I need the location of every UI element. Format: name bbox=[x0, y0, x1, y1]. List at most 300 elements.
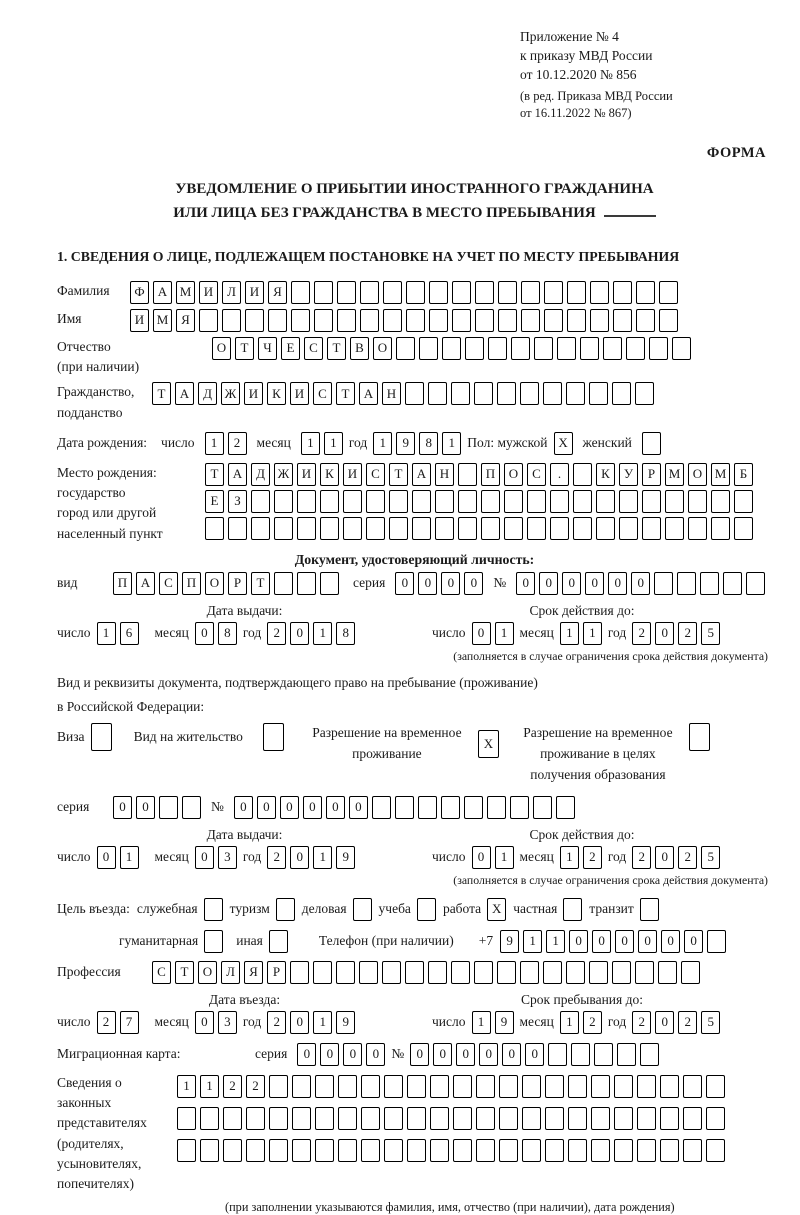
form-cell[interactable]: 3 bbox=[218, 846, 237, 869]
form-cell[interactable] bbox=[613, 309, 632, 332]
form-cell[interactable] bbox=[406, 281, 425, 304]
form-cell[interactable] bbox=[452, 281, 471, 304]
form-cell[interactable]: 1 bbox=[301, 432, 320, 455]
form-cell[interactable] bbox=[406, 309, 425, 332]
form-cell[interactable] bbox=[683, 1107, 702, 1130]
form-cell[interactable]: Ч bbox=[258, 337, 277, 360]
form-cell[interactable] bbox=[291, 309, 310, 332]
form-cell[interactable]: 2 bbox=[678, 1011, 697, 1034]
form-cell[interactable] bbox=[292, 1139, 311, 1162]
form-cell[interactable]: Н bbox=[382, 382, 401, 405]
form-cell[interactable] bbox=[635, 382, 654, 405]
form-cell[interactable]: П bbox=[113, 572, 132, 595]
form-cell[interactable]: Д bbox=[198, 382, 217, 405]
form-cell[interactable] bbox=[338, 1075, 357, 1098]
form-cell[interactable]: 0 bbox=[349, 796, 368, 819]
form-cell[interactable] bbox=[642, 490, 661, 513]
form-cell[interactable]: К bbox=[320, 463, 339, 486]
form-cell[interactable] bbox=[343, 517, 362, 540]
form-cell[interactable]: 1 bbox=[495, 622, 514, 645]
form-cell[interactable] bbox=[521, 309, 540, 332]
form-cell[interactable]: С bbox=[313, 382, 332, 405]
form-cell[interactable] bbox=[383, 309, 402, 332]
form-cell[interactable] bbox=[521, 281, 540, 304]
form-cell[interactable] bbox=[177, 1107, 196, 1130]
form-cell[interactable] bbox=[573, 490, 592, 513]
form-cell[interactable] bbox=[660, 1107, 679, 1130]
form-cell[interactable] bbox=[672, 337, 691, 360]
form-cell[interactable] bbox=[204, 898, 223, 921]
form-cell[interactable] bbox=[418, 796, 437, 819]
form-cell[interactable] bbox=[251, 517, 270, 540]
form-cell[interactable] bbox=[315, 1075, 334, 1098]
form-cell[interactable]: А bbox=[359, 382, 378, 405]
form-cell[interactable] bbox=[205, 517, 224, 540]
form-cell[interactable] bbox=[665, 517, 684, 540]
form-cell[interactable] bbox=[204, 930, 223, 953]
form-cell[interactable] bbox=[223, 1107, 242, 1130]
form-cell[interactable]: 2 bbox=[267, 846, 286, 869]
form-cell[interactable] bbox=[442, 337, 461, 360]
form-cell[interactable] bbox=[430, 1075, 449, 1098]
form-cell[interactable] bbox=[366, 490, 385, 513]
form-cell[interactable] bbox=[637, 1107, 656, 1130]
form-cell[interactable]: 0 bbox=[195, 622, 214, 645]
form-cell[interactable] bbox=[612, 961, 631, 984]
form-cell[interactable] bbox=[200, 1139, 219, 1162]
form-cell[interactable] bbox=[320, 572, 339, 595]
form-cell[interactable]: 8 bbox=[218, 622, 237, 645]
form-cell[interactable] bbox=[589, 961, 608, 984]
form-cell[interactable] bbox=[475, 281, 494, 304]
form-cell[interactable]: 0 bbox=[638, 930, 657, 953]
form-cell[interactable] bbox=[533, 796, 552, 819]
form-cell[interactable] bbox=[430, 1139, 449, 1162]
form-cell[interactable] bbox=[360, 309, 379, 332]
form-cell[interactable] bbox=[360, 281, 379, 304]
form-cell[interactable] bbox=[269, 1139, 288, 1162]
form-cell[interactable] bbox=[458, 517, 477, 540]
form-cell[interactable] bbox=[566, 961, 585, 984]
form-cell[interactable] bbox=[435, 517, 454, 540]
form-cell[interactable] bbox=[498, 281, 517, 304]
form-cell[interactable]: 0 bbox=[395, 572, 414, 595]
form-cell[interactable]: 0 bbox=[592, 930, 611, 953]
form-cell[interactable] bbox=[707, 930, 726, 953]
form-cell[interactable]: 0 bbox=[290, 846, 309, 869]
form-cell[interactable] bbox=[746, 572, 765, 595]
form-cell[interactable]: 1 bbox=[442, 432, 461, 455]
form-cell[interactable] bbox=[660, 1075, 679, 1098]
form-cell[interactable] bbox=[389, 517, 408, 540]
form-cell[interactable] bbox=[419, 337, 438, 360]
form-cell[interactable] bbox=[389, 490, 408, 513]
form-cell[interactable]: Д bbox=[251, 463, 270, 486]
form-cell[interactable] bbox=[568, 1075, 587, 1098]
form-cell[interactable] bbox=[614, 1139, 633, 1162]
form-cell[interactable]: 0 bbox=[320, 1043, 339, 1066]
form-cell[interactable]: Т bbox=[327, 337, 346, 360]
form-cell[interactable] bbox=[637, 1139, 656, 1162]
form-cell[interactable]: Р bbox=[228, 572, 247, 595]
form-cell[interactable] bbox=[596, 490, 615, 513]
form-cell[interactable]: 1 bbox=[583, 622, 602, 645]
form-cell[interactable]: 0 bbox=[441, 572, 460, 595]
form-cell[interactable] bbox=[637, 1075, 656, 1098]
form-cell[interactable] bbox=[451, 382, 470, 405]
form-cell[interactable] bbox=[734, 517, 753, 540]
form-cell[interactable]: X bbox=[554, 432, 573, 455]
form-cell[interactable]: 0 bbox=[366, 1043, 385, 1066]
form-cell[interactable] bbox=[314, 309, 333, 332]
form-cell[interactable] bbox=[497, 382, 516, 405]
form-cell[interactable]: Л bbox=[221, 961, 240, 984]
form-cell[interactable] bbox=[665, 490, 684, 513]
form-cell[interactable] bbox=[590, 281, 609, 304]
form-cell[interactable] bbox=[683, 1075, 702, 1098]
form-cell[interactable]: Л bbox=[222, 281, 241, 304]
form-cell[interactable] bbox=[499, 1107, 518, 1130]
form-cell[interactable] bbox=[222, 309, 241, 332]
form-cell[interactable] bbox=[596, 517, 615, 540]
form-cell[interactable]: 5 bbox=[701, 846, 720, 869]
form-cell[interactable]: 1 bbox=[324, 432, 343, 455]
form-cell[interactable] bbox=[314, 281, 333, 304]
form-cell[interactable] bbox=[499, 1075, 518, 1098]
form-cell[interactable] bbox=[706, 1139, 725, 1162]
form-cell[interactable]: К bbox=[596, 463, 615, 486]
form-cell[interactable] bbox=[464, 796, 483, 819]
form-cell[interactable]: 1 bbox=[97, 622, 116, 645]
form-cell[interactable] bbox=[711, 490, 730, 513]
form-cell[interactable]: С bbox=[159, 572, 178, 595]
form-cell[interactable] bbox=[543, 961, 562, 984]
form-cell[interactable]: 0 bbox=[472, 622, 491, 645]
form-cell[interactable]: 0 bbox=[280, 796, 299, 819]
form-cell[interactable] bbox=[269, 1107, 288, 1130]
form-cell[interactable] bbox=[636, 309, 655, 332]
form-cell[interactable]: 2 bbox=[246, 1075, 265, 1098]
form-cell[interactable] bbox=[635, 961, 654, 984]
form-cell[interactable] bbox=[343, 490, 362, 513]
form-cell[interactable] bbox=[453, 1107, 472, 1130]
form-cell[interactable]: С bbox=[304, 337, 323, 360]
form-cell[interactable]: Я bbox=[244, 961, 263, 984]
form-cell[interactable] bbox=[706, 1107, 725, 1130]
form-cell[interactable]: О bbox=[205, 572, 224, 595]
form-cell[interactable] bbox=[614, 1107, 633, 1130]
form-cell[interactable] bbox=[589, 382, 608, 405]
form-cell[interactable] bbox=[336, 961, 355, 984]
form-cell[interactable]: Я bbox=[268, 281, 287, 304]
form-cell[interactable] bbox=[475, 309, 494, 332]
form-cell[interactable] bbox=[557, 337, 576, 360]
form-cell[interactable] bbox=[292, 1107, 311, 1130]
form-cell[interactable]: М bbox=[153, 309, 172, 332]
form-cell[interactable]: 0 bbox=[655, 1011, 674, 1034]
form-cell[interactable] bbox=[412, 517, 431, 540]
form-cell[interactable]: Е bbox=[205, 490, 224, 513]
form-cell[interactable] bbox=[580, 337, 599, 360]
form-cell[interactable] bbox=[659, 309, 678, 332]
form-cell[interactable] bbox=[435, 490, 454, 513]
form-cell[interactable]: 1 bbox=[546, 930, 565, 953]
form-cell[interactable] bbox=[544, 281, 563, 304]
form-cell[interactable]: Н bbox=[435, 463, 454, 486]
form-cell[interactable] bbox=[498, 309, 517, 332]
form-cell[interactable] bbox=[504, 490, 523, 513]
form-cell[interactable] bbox=[711, 517, 730, 540]
form-cell[interactable] bbox=[474, 961, 493, 984]
form-cell[interactable]: Р bbox=[267, 961, 286, 984]
form-cell[interactable] bbox=[510, 796, 529, 819]
form-cell[interactable]: 2 bbox=[267, 622, 286, 645]
form-cell[interactable] bbox=[612, 382, 631, 405]
form-cell[interactable] bbox=[465, 337, 484, 360]
form-cell[interactable] bbox=[182, 796, 201, 819]
form-cell[interactable]: 2 bbox=[678, 622, 697, 645]
form-cell[interactable]: О bbox=[688, 463, 707, 486]
form-cell[interactable]: О bbox=[373, 337, 392, 360]
form-cell[interactable] bbox=[688, 490, 707, 513]
form-cell[interactable] bbox=[458, 490, 477, 513]
form-cell[interactable]: 5 bbox=[701, 622, 720, 645]
form-cell[interactable]: Ф bbox=[130, 281, 149, 304]
form-cell[interactable]: М bbox=[711, 463, 730, 486]
form-cell[interactable] bbox=[723, 572, 742, 595]
form-cell[interactable]: М bbox=[665, 463, 684, 486]
form-cell[interactable] bbox=[543, 382, 562, 405]
form-cell[interactable] bbox=[268, 309, 287, 332]
form-cell[interactable] bbox=[297, 490, 316, 513]
form-cell[interactable]: 0 bbox=[326, 796, 345, 819]
form-cell[interactable] bbox=[706, 1075, 725, 1098]
form-cell[interactable]: 9 bbox=[396, 432, 415, 455]
form-cell[interactable] bbox=[689, 723, 710, 751]
form-cell[interactable] bbox=[407, 1139, 426, 1162]
form-cell[interactable] bbox=[626, 337, 645, 360]
form-cell[interactable]: 0 bbox=[456, 1043, 475, 1066]
form-cell[interactable]: 1 bbox=[200, 1075, 219, 1098]
form-cell[interactable]: О bbox=[504, 463, 523, 486]
form-cell[interactable] bbox=[274, 572, 293, 595]
form-cell[interactable] bbox=[481, 490, 500, 513]
form-cell[interactable] bbox=[315, 1139, 334, 1162]
form-cell[interactable] bbox=[412, 490, 431, 513]
form-cell[interactable]: 9 bbox=[500, 930, 519, 953]
form-cell[interactable] bbox=[660, 1139, 679, 1162]
form-cell[interactable]: 1 bbox=[523, 930, 542, 953]
form-cell[interactable] bbox=[405, 961, 424, 984]
form-cell[interactable] bbox=[396, 337, 415, 360]
form-cell[interactable] bbox=[688, 517, 707, 540]
form-cell[interactable] bbox=[452, 309, 471, 332]
form-cell[interactable]: 0 bbox=[661, 930, 680, 953]
form-cell[interactable] bbox=[246, 1139, 265, 1162]
form-cell[interactable] bbox=[677, 572, 696, 595]
form-cell[interactable] bbox=[487, 796, 506, 819]
form-cell[interactable]: 0 bbox=[464, 572, 483, 595]
form-cell[interactable]: 2 bbox=[583, 1011, 602, 1034]
form-cell[interactable] bbox=[613, 281, 632, 304]
form-cell[interactable] bbox=[481, 517, 500, 540]
form-cell[interactable]: 0 bbox=[257, 796, 276, 819]
form-cell[interactable] bbox=[451, 961, 470, 984]
form-cell[interactable] bbox=[159, 796, 178, 819]
form-cell[interactable] bbox=[522, 1075, 541, 1098]
form-cell[interactable] bbox=[384, 1075, 403, 1098]
form-cell[interactable]: Б bbox=[734, 463, 753, 486]
form-cell[interactable]: 0 bbox=[418, 572, 437, 595]
form-cell[interactable] bbox=[573, 517, 592, 540]
form-cell[interactable] bbox=[534, 337, 553, 360]
form-cell[interactable]: 6 bbox=[120, 622, 139, 645]
form-cell[interactable]: 0 bbox=[516, 572, 535, 595]
form-cell[interactable]: 2 bbox=[678, 846, 697, 869]
form-cell[interactable]: 0 bbox=[303, 796, 322, 819]
form-cell[interactable] bbox=[91, 723, 112, 751]
form-cell[interactable]: 0 bbox=[290, 1011, 309, 1034]
form-cell[interactable] bbox=[353, 898, 372, 921]
form-cell[interactable] bbox=[429, 309, 448, 332]
form-cell[interactable] bbox=[384, 1107, 403, 1130]
form-cell[interactable] bbox=[338, 1139, 357, 1162]
form-cell[interactable]: Т bbox=[389, 463, 408, 486]
form-cell[interactable] bbox=[429, 281, 448, 304]
form-cell[interactable] bbox=[659, 281, 678, 304]
form-cell[interactable]: Е bbox=[281, 337, 300, 360]
form-cell[interactable]: С bbox=[152, 961, 171, 984]
form-cell[interactable]: 0 bbox=[569, 930, 588, 953]
form-cell[interactable] bbox=[361, 1075, 380, 1098]
form-cell[interactable] bbox=[274, 490, 293, 513]
form-cell[interactable]: 1 bbox=[495, 846, 514, 869]
form-cell[interactable]: X bbox=[478, 730, 499, 758]
form-cell[interactable]: 0 bbox=[655, 622, 674, 645]
form-cell[interactable] bbox=[276, 898, 295, 921]
form-cell[interactable]: X bbox=[487, 898, 506, 921]
form-cell[interactable] bbox=[428, 961, 447, 984]
form-cell[interactable]: 0 bbox=[234, 796, 253, 819]
form-cell[interactable] bbox=[563, 898, 582, 921]
form-cell[interactable] bbox=[556, 796, 575, 819]
form-cell[interactable] bbox=[590, 309, 609, 332]
form-cell[interactable] bbox=[636, 281, 655, 304]
form-cell[interactable] bbox=[453, 1075, 472, 1098]
form-cell[interactable]: 5 bbox=[701, 1011, 720, 1034]
form-cell[interactable]: 8 bbox=[419, 432, 438, 455]
form-cell[interactable] bbox=[550, 517, 569, 540]
form-cell[interactable] bbox=[251, 490, 270, 513]
form-cell[interactable]: К bbox=[267, 382, 286, 405]
form-cell[interactable] bbox=[313, 961, 332, 984]
form-cell[interactable] bbox=[292, 1075, 311, 1098]
form-cell[interactable] bbox=[568, 1139, 587, 1162]
form-cell[interactable] bbox=[337, 281, 356, 304]
form-cell[interactable]: 7 bbox=[120, 1011, 139, 1034]
form-cell[interactable] bbox=[573, 463, 592, 486]
form-cell[interactable] bbox=[428, 382, 447, 405]
form-cell[interactable] bbox=[640, 1043, 659, 1066]
form-cell[interactable] bbox=[683, 1139, 702, 1162]
form-cell[interactable]: С bbox=[366, 463, 385, 486]
form-cell[interactable] bbox=[361, 1107, 380, 1130]
form-cell[interactable]: В bbox=[350, 337, 369, 360]
form-cell[interactable]: 0 bbox=[502, 1043, 521, 1066]
form-cell[interactable]: 0 bbox=[410, 1043, 429, 1066]
form-cell[interactable] bbox=[591, 1075, 610, 1098]
form-cell[interactable] bbox=[476, 1139, 495, 1162]
form-cell[interactable] bbox=[453, 1139, 472, 1162]
form-cell[interactable] bbox=[315, 1107, 334, 1130]
form-cell[interactable]: 1 bbox=[205, 432, 224, 455]
form-cell[interactable] bbox=[407, 1107, 426, 1130]
form-cell[interactable]: 2 bbox=[223, 1075, 242, 1098]
form-cell[interactable]: Т bbox=[336, 382, 355, 405]
form-cell[interactable] bbox=[200, 1107, 219, 1130]
form-cell[interactable] bbox=[568, 1107, 587, 1130]
form-cell[interactable] bbox=[520, 961, 539, 984]
form-cell[interactable] bbox=[567, 281, 586, 304]
form-cell[interactable] bbox=[619, 490, 638, 513]
form-cell[interactable]: 2 bbox=[97, 1011, 116, 1034]
form-cell[interactable] bbox=[550, 490, 569, 513]
form-cell[interactable]: 0 bbox=[479, 1043, 498, 1066]
form-cell[interactable] bbox=[228, 517, 247, 540]
form-cell[interactable]: 1 bbox=[560, 1011, 579, 1034]
form-cell[interactable]: 0 bbox=[608, 572, 627, 595]
form-cell[interactable]: А bbox=[228, 463, 247, 486]
form-cell[interactable] bbox=[567, 309, 586, 332]
form-cell[interactable] bbox=[522, 1139, 541, 1162]
form-cell[interactable] bbox=[177, 1139, 196, 1162]
form-cell[interactable] bbox=[522, 1107, 541, 1130]
form-cell[interactable]: 0 bbox=[472, 846, 491, 869]
form-cell[interactable] bbox=[297, 572, 316, 595]
form-cell[interactable]: 9 bbox=[336, 846, 355, 869]
form-cell[interactable] bbox=[617, 1043, 636, 1066]
form-cell[interactable]: Р bbox=[642, 463, 661, 486]
form-cell[interactable] bbox=[417, 898, 436, 921]
form-cell[interactable]: 0 bbox=[631, 572, 650, 595]
form-cell[interactable]: Т bbox=[205, 463, 224, 486]
form-cell[interactable]: 0 bbox=[297, 1043, 316, 1066]
form-cell[interactable] bbox=[497, 961, 516, 984]
form-cell[interactable]: 1 bbox=[313, 622, 332, 645]
form-cell[interactable] bbox=[642, 517, 661, 540]
form-cell[interactable]: Т bbox=[235, 337, 254, 360]
form-cell[interactable] bbox=[320, 490, 339, 513]
form-cell[interactable] bbox=[274, 517, 293, 540]
form-cell[interactable]: 1 bbox=[313, 1011, 332, 1034]
form-cell[interactable]: Ж bbox=[274, 463, 293, 486]
form-cell[interactable]: У bbox=[619, 463, 638, 486]
form-cell[interactable]: 1 bbox=[313, 846, 332, 869]
form-cell[interactable] bbox=[619, 517, 638, 540]
form-cell[interactable] bbox=[591, 1107, 610, 1130]
form-cell[interactable]: 0 bbox=[615, 930, 634, 953]
form-cell[interactable] bbox=[474, 382, 493, 405]
form-cell[interactable] bbox=[566, 382, 585, 405]
form-cell[interactable]: 2 bbox=[632, 1011, 651, 1034]
form-cell[interactable] bbox=[476, 1075, 495, 1098]
form-cell[interactable] bbox=[223, 1139, 242, 1162]
form-cell[interactable]: И bbox=[245, 281, 264, 304]
form-cell[interactable] bbox=[658, 961, 677, 984]
form-cell[interactable]: 1 bbox=[373, 432, 392, 455]
form-cell[interactable]: 0 bbox=[195, 846, 214, 869]
form-cell[interactable] bbox=[476, 1107, 495, 1130]
